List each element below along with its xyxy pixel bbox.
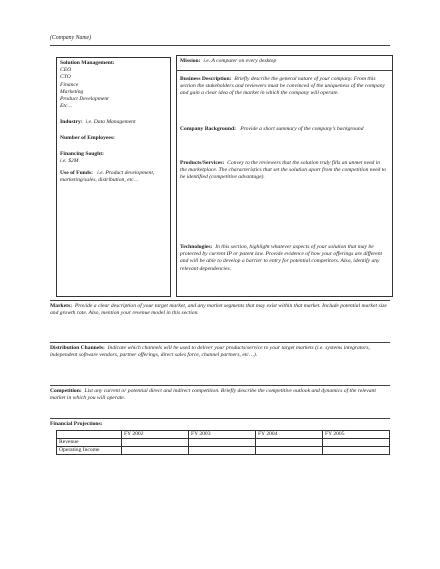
industry-line xyxy=(60,119,168,126)
funds-block xyxy=(60,170,168,184)
competition-label: Competition: xyxy=(50,388,82,394)
financials-table xyxy=(56,430,390,455)
background-section xyxy=(180,126,388,133)
company-name: (Company Name) xyxy=(50,35,92,41)
distribution-value: Indicate which channels will be used to deliver your products/service to your target markets (i.e. systems integrators, independent software vendors, partner offerings, direct sales force, channel partners, etc…). xyxy=(50,345,370,359)
management-heading: Solution Management: xyxy=(60,60,115,66)
industry-label: Industry: xyxy=(60,119,83,126)
role-cto: CTO xyxy=(60,74,71,81)
mission-value: i.e. A computer on every desktop xyxy=(203,58,277,64)
left-panel-content xyxy=(60,60,168,185)
cell-revenue-fy2003[interactable] xyxy=(189,439,256,447)
distribution-rule xyxy=(50,342,390,343)
role-etc: Etc… xyxy=(60,103,73,110)
products-label: Products/Services: xyxy=(180,160,225,166)
mission-label: Mission: xyxy=(180,58,201,64)
funds-value: i.e. Product development, marketing/sales, distribution, etc… xyxy=(60,170,155,184)
cell-revenue-fy2004[interactable] xyxy=(256,439,323,447)
products-value: Convey to the reviewers that the solution truly fills an unmet need in the marketplace. The characteristics that set the solution apart from the competition need to be identified (competitive advantage). xyxy=(180,160,387,181)
mission-rule xyxy=(176,70,392,71)
tech-value: In this section, highlight whatever aspects of your solution that may be protected by current IP or patent law. Provide evidence of how your offerings are different and will be able to develop a barrier to entry for potential competitors. Also, identify any relevant dependencies. xyxy=(180,244,383,272)
table-row xyxy=(57,439,390,447)
employees-label: Number of Employees: xyxy=(60,134,115,141)
header-cell-empty xyxy=(57,431,122,439)
header-fy2003: FY 2003 xyxy=(189,431,256,439)
financing-label: Financing Sought: xyxy=(60,150,104,157)
funds-label: Use of Funds: xyxy=(60,170,93,177)
products-section xyxy=(180,160,388,182)
cell-opinc-fy2005[interactable] xyxy=(323,447,390,455)
markets-rule xyxy=(50,300,390,301)
business-value: Briefly describe the general nature of your company. From this section the stakeholders and reviewers must be convinced of the uniqueness of the company and gain a clear idea of the market in which the company will operate. xyxy=(180,76,386,97)
header-fy2005: FY 2005 xyxy=(323,431,390,439)
business-section xyxy=(180,76,388,98)
mission-section xyxy=(180,58,388,65)
distribution-section xyxy=(50,345,388,359)
cell-opinc-fy2003[interactable] xyxy=(189,447,256,455)
header-rule xyxy=(50,45,390,46)
cell-opinc-fy2004[interactable] xyxy=(256,447,323,455)
role-marketing: Marketing xyxy=(60,88,84,95)
cell-revenue-fy2002[interactable] xyxy=(122,439,189,447)
competition-rule xyxy=(50,385,390,386)
distribution-label: Distribution Channels: xyxy=(50,345,105,351)
row-label-operating-income: Operating Income xyxy=(57,447,122,455)
role-product-development: Product Development xyxy=(60,96,109,103)
role-finance: Finance xyxy=(60,81,79,88)
financials-header-row xyxy=(57,431,390,439)
header-fy2004: FY 2004 xyxy=(256,431,323,439)
row-label-revenue: Revenue xyxy=(57,439,122,447)
cell-opinc-fy2002[interactable] xyxy=(122,447,189,455)
financing-value: i.e. $2M xyxy=(60,158,79,165)
markets-value: Provide a clear description of your target market, and any market segments that may exist within that market. Include potential market size and growth rate. Also, mention your revenue model in this section. xyxy=(50,303,387,317)
industry-value: i.e. Data Management xyxy=(85,119,136,126)
table-row xyxy=(57,447,390,455)
financials-rule xyxy=(50,418,390,419)
background-value: Provide a short summary of the company’s background xyxy=(240,126,364,132)
role-ceo: CEO xyxy=(60,67,72,74)
markets-label: Markets: xyxy=(50,303,73,309)
tech-label: Technologies: xyxy=(180,244,213,250)
competition-value: List any current or potential direct and indirect competition. Briefly describe the competitive outlook and dynamics of the relevant market in which you will operate. xyxy=(50,388,376,402)
tech-section xyxy=(180,244,388,273)
competition-section xyxy=(50,388,388,402)
business-label: Business Description: xyxy=(180,76,232,82)
financials-label: Financial Projections: xyxy=(50,421,103,427)
markets-section xyxy=(50,303,388,317)
background-label: Company Background: xyxy=(180,126,237,132)
cell-revenue-fy2005[interactable] xyxy=(323,439,390,447)
header-fy2002: FY 2002 xyxy=(122,431,189,439)
